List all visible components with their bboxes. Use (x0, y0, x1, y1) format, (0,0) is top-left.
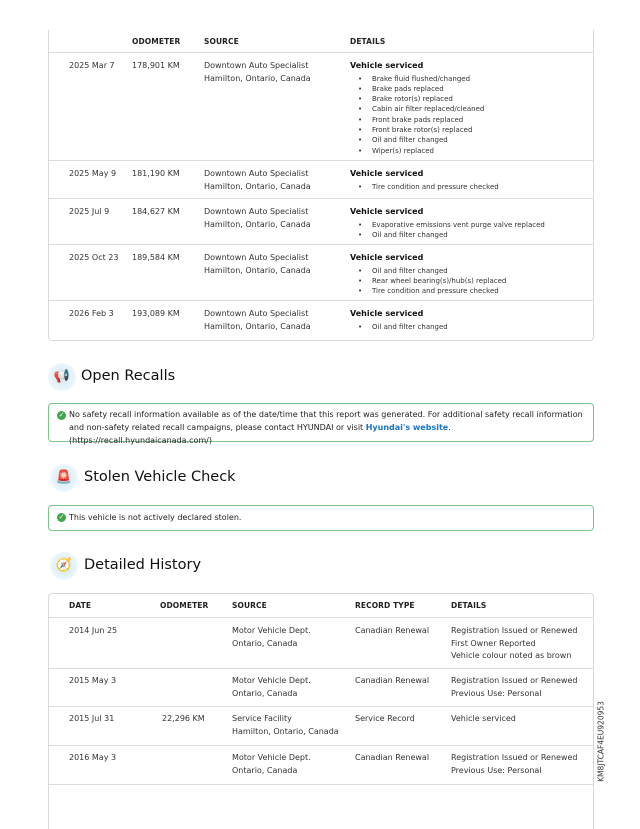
row-odometer: 22,296 KM (162, 714, 205, 723)
row-source (232, 625, 311, 650)
check-circle-icon: ✓ (58, 411, 65, 419)
source-name: Downtown Auto Specialist (204, 169, 309, 178)
list-item: • Evaporative emissions vent purge valve replaced (350, 220, 585, 230)
table-row (49, 52, 593, 161)
table-row (49, 668, 593, 707)
row-date: 2014 Jun 25 (69, 626, 118, 635)
megaphone-icon: 📢 (48, 363, 76, 391)
table-row (49, 198, 593, 245)
col-header-record-type: RECORD TYPE (355, 601, 415, 610)
list-item: • Rear wheel bearing(s)/hub(s) replaced (350, 276, 585, 286)
row-date: 2026 Feb 3 (69, 309, 114, 318)
list-item: • Tire condition and pressure checked (350, 286, 585, 296)
detail-line: Vehicle serviced (451, 714, 516, 723)
row-odometer: 189,584 KM (132, 253, 180, 262)
list-item: • Oil and filter changed (350, 266, 585, 276)
recall-notice-text (69, 408, 583, 447)
details-list (350, 74, 585, 156)
source-location: Hamilton, Ontario, Canada (204, 73, 311, 83)
recall-text: No safety recall information available as of the date/time that this report was generated. For additional safety recall information and non-safety related recall campaigns, please contact HYUNDAI or visit (69, 410, 583, 432)
list-item: • Cabin air filter replaced/cleaned (350, 104, 585, 114)
source-location: Hamilton, Ontario, Canada (204, 181, 311, 191)
row-details (350, 168, 585, 192)
list-item: • Front brake rotor(s) replaced (350, 125, 585, 135)
row-record-type: Canadian Renewal (355, 676, 430, 685)
list-item: • Oil and filter changed (350, 322, 585, 332)
table-row (49, 160, 593, 199)
details-list (350, 322, 585, 332)
detail-line: Registration Issued or Renewed (451, 626, 578, 635)
row-record-type: Service Record (355, 714, 415, 723)
row-record-type: Canadian Renewal (355, 753, 430, 762)
details-title: Vehicle serviced (350, 61, 424, 70)
hyundai-website-link[interactable]: Hyundai's website (365, 423, 449, 432)
row-source (232, 675, 311, 700)
list-item: • Brake fluid flushed/changed (350, 74, 585, 84)
source-name: Downtown Auto Specialist (204, 253, 309, 262)
stolen-notice (48, 505, 594, 531)
row-odometer: 193,089 KM (132, 309, 180, 318)
table-row (49, 244, 593, 301)
list-item: • Oil and filter changed (350, 135, 585, 145)
source-name: Downtown Auto Specialist (204, 61, 309, 70)
row-date: 2025 May 9 (69, 169, 117, 178)
source-location: Hamilton, Ontario, Canada (232, 726, 339, 736)
row-source (204, 206, 311, 231)
source-location: Ontario, Canada (232, 688, 298, 698)
col-header-details: DETAILS (350, 37, 386, 46)
vin-text: KM8JTCAF4EU920953 (596, 701, 606, 782)
col-header-odometer: ODOMETER (160, 601, 209, 610)
detail-line: Previous Use: Personal (451, 765, 542, 775)
source-location: Hamilton, Ontario, Canada (204, 219, 311, 229)
source-name: Downtown Auto Specialist (204, 309, 309, 318)
row-source (204, 168, 311, 193)
source-name: Motor Vehicle Dept. (232, 626, 311, 635)
table-row (49, 706, 593, 746)
row-details (350, 308, 585, 332)
details-list (350, 220, 585, 241)
source-location: Hamilton, Ontario, Canada (204, 265, 311, 275)
table-row (49, 617, 593, 669)
col-header-source: SOURCE (232, 601, 267, 610)
table-row (49, 745, 593, 785)
row-source (204, 60, 311, 85)
details-list (350, 182, 585, 192)
row-date: 2025 Mar 7 (69, 61, 115, 70)
list-item: • Oil and filter changed (350, 230, 585, 240)
recall-url-text: . (https://recall.hyundaicanada.com/) (69, 423, 451, 445)
row-record-type: Canadian Renewal (355, 626, 430, 635)
section-title-open-recalls: Open Recalls (81, 368, 176, 384)
row-date: 2015 Jul 31 (69, 714, 115, 723)
list-item: • Wiper(s) replaced (350, 146, 585, 156)
col-header-source: SOURCE (204, 37, 239, 46)
row-date: 2015 May 3 (69, 676, 117, 685)
row-odometer: 184,627 KM (132, 207, 180, 216)
section-title-stolen-check: Stolen Vehicle Check (84, 469, 236, 485)
row-source (232, 752, 311, 777)
list-item: • Brake pads replaced (350, 84, 585, 94)
list-item: • Front brake pads replaced (350, 115, 585, 125)
row-details (451, 675, 577, 700)
detail-line: First Owner Reported (451, 638, 536, 648)
row-details (350, 206, 585, 240)
detail-line: Registration Issued or Renewed (451, 676, 578, 685)
list-item: • Brake rotor(s) replaced (350, 94, 585, 104)
history-icon: 🧭 (50, 552, 78, 580)
check-circle-icon: ✓ (58, 513, 65, 521)
row-date: 2025 Jul 9 (69, 207, 110, 216)
section-title-detailed-history: Detailed History (84, 557, 202, 573)
table-row (49, 300, 593, 341)
vin-label (594, 703, 608, 785)
row-details (451, 625, 577, 663)
details-title: Vehicle serviced (350, 309, 424, 318)
row-source (232, 713, 339, 738)
service-history-table (48, 30, 594, 341)
stolen-notice-text: This vehicle is not actively declared stolen. (69, 513, 242, 522)
source-name: Motor Vehicle Dept. (232, 753, 311, 762)
source-name: Motor Vehicle Dept. (232, 676, 311, 685)
source-location: Ontario, Canada (232, 765, 298, 775)
row-source (204, 252, 311, 277)
row-details (451, 752, 577, 777)
source-location: Ontario, Canada (232, 638, 298, 648)
col-header-details: DETAILS (451, 601, 487, 610)
row-date: 2016 May 3 (69, 753, 117, 762)
detail-line: Registration Issued or Renewed (451, 753, 578, 762)
details-title: Vehicle serviced (350, 207, 424, 216)
source-location: Hamilton, Ontario, Canada (204, 321, 311, 331)
details-list (350, 266, 585, 297)
details-title: Vehicle serviced (350, 169, 424, 178)
row-details (451, 713, 516, 726)
detail-line: Vehicle colour noted as brown (451, 651, 572, 660)
row-odometer: 181,190 KM (132, 169, 180, 178)
recall-notice (48, 403, 594, 445)
source-name: Service Facility (232, 714, 292, 723)
list-item: • Tire condition and pressure checked (350, 182, 585, 192)
details-title: Vehicle serviced (350, 253, 424, 262)
detailed-history-table (48, 593, 594, 829)
row-source (204, 308, 311, 333)
row-odometer: 178,901 KM (132, 61, 180, 70)
detail-line: Previous Use: Personal (451, 688, 542, 698)
row-details (350, 252, 585, 296)
col-header-date: DATE (69, 601, 92, 610)
row-details (350, 60, 585, 156)
source-name: Downtown Auto Specialist (204, 207, 309, 216)
row-date: 2025 Oct 23 (69, 253, 119, 262)
siren-icon: 🚨 (50, 464, 78, 492)
col-header-odometer: ODOMETER (132, 37, 181, 46)
